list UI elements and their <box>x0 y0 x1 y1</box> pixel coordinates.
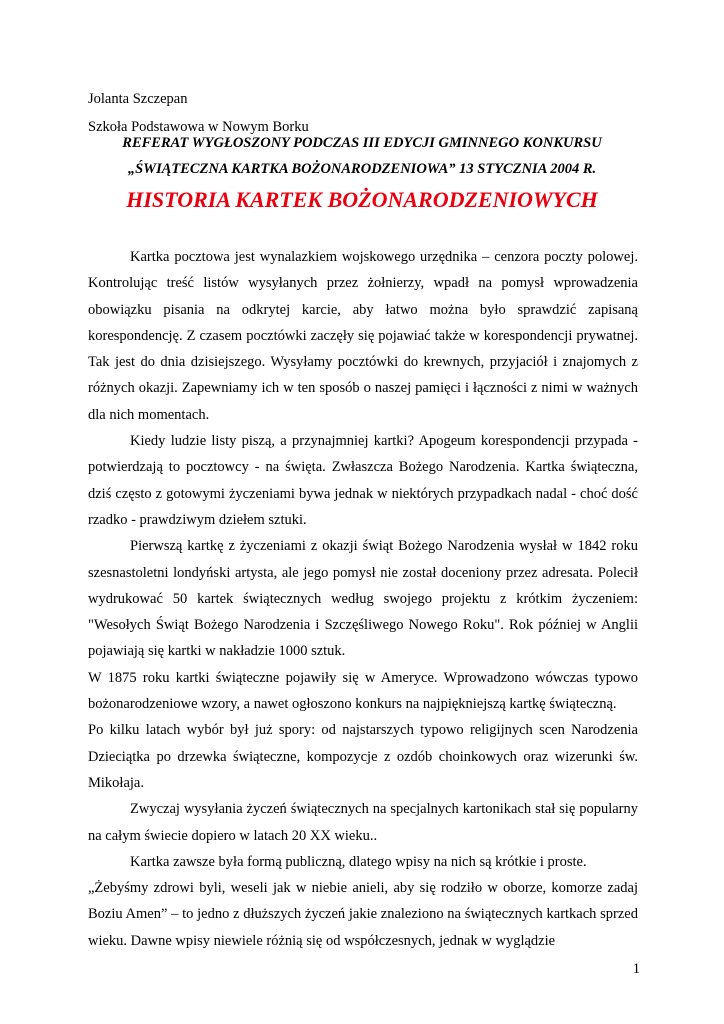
paragraph: Pierwszą kartkę z życzeniami z okazji świąt Bożego Narodzenia wysłał w 1842 roku szesnastoletni londyński artysta, ale jego pomysł nie został doceniony przez adresata. Polecił wydrukować 50 kartek świątecznych według swojego projektu z krótkim życzeniem: "Wesołych Świąt Bożego Narodzenia i Szczęśliwego Nowego Roku". Rok później w Anglii pojawiają się kartki w nakładzie 1000 sztuk. <box>88 538 638 660</box>
document-title: HISTORIA KARTEK BOŻONARODZENIOWYCH <box>126 187 598 212</box>
paragraph: Po kilku latach wybór był już spory: od najstarszych typowo religijnych scen Narodzenia Dzieciątka po drzewka świąteczne, kompozycje z ozdób choinkowych oraz wizerunki św. Mikołaja. <box>88 722 638 791</box>
paragraph: Kiedy ludzie listy piszą, a przynajmniej kartki? Apogeum korespondencji przypada - potwierdzają to pocztowcy - na święta. Zwłaszcza Bożego Narodzenia. Kartka świąteczna, dziś często z gotowymi życzeniami bywa jednak w niektórych przypadkach nadal - choć dość rzadko - prawdziwym dziełem sztuki. <box>88 433 638 528</box>
subtitle-line-1: REFERAT WYGŁOSZONY PODCZAS III EDYCJI GMINNEGO KONKURSU <box>122 135 602 151</box>
school-name: Szkoła Podstawowa w Nowym Borku <box>88 119 309 135</box>
subtitle-line-2: „ŚWIĄTECZNA KARTKA BOŻONARODZENIOWA” 13 STYCZNIA 2004 R. <box>127 161 597 177</box>
paragraph: „Żebyśmy zdrowi byli, weseli jak w niebie anieli, aby się rodziło w oborze, komorze zadaj Boziu Amen” – to jedno z dłuższych życzeń jakie znaleziono na świątecznych kartkach sprzed wieku. Dawne wpisy niewiele różnią się od współczesnych, jednak w wyglądzie <box>88 880 638 949</box>
page-number: 1 <box>632 961 640 977</box>
paragraph: W 1875 roku kartki świąteczne pojawiły się w Ameryce. Wprowadzono wówczas typowo bożonarodzeniowe wzory, a nawet ogłoszono konkurs na najpiękniejszą kartkę świąteczną. <box>88 669 638 713</box>
paragraph: Kartka pocztowa jest wynalazkiem wojskowego urzędnika – cenzora poczty polowej. Kontrolując treść listów wysyłanych przez żołnierzy, wpadł na pomysł wprowadzenia obowiązku pisania na odkrytej karcie, aby łatwo można było sprawdzić zapisaną korespondencję. Z czasem pocztówki zaczęły się pojawiać także w korespondencji prywatnej. Tak jest do dnia dzisiejszego. Wysyłamy pocztówki do krewnych, przyjaciół i znajomych z różnych okazji. Zapewniamy ich w ten sposób o naszej pamięci i łączności z nimi w ważnych dla nich momentach. <box>88 249 638 423</box>
author-name: Jolanta Szczepan <box>88 91 188 107</box>
paragraph: Kartka zawsze była formą publiczną, dlatego wpisy na nich są krótkie i proste. <box>130 853 587 870</box>
body-text <box>88 244 638 954</box>
paragraph: Zwyczaj wysyłania życzeń świątecznych na specjalnych kartonikach stał się popularny na całym świecie dopiero w latach 20 XX wieku.. <box>88 801 638 844</box>
